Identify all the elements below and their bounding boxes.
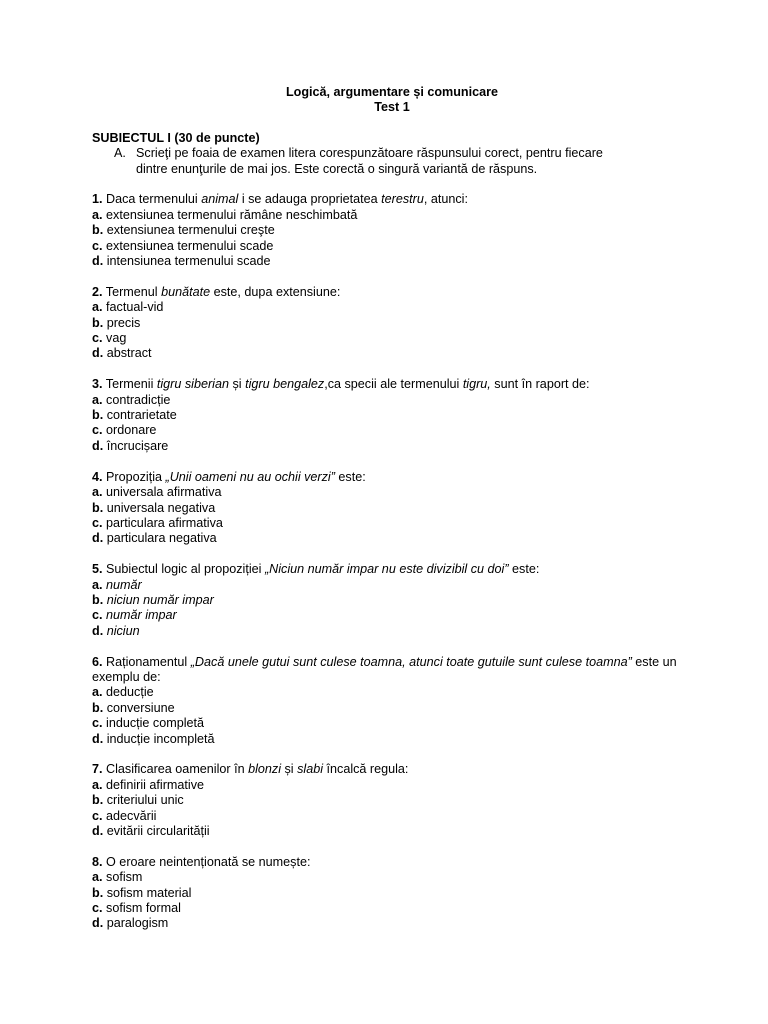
stem-text: Termenul xyxy=(102,284,162,299)
option-text: inducție completă xyxy=(106,716,205,731)
question-stem xyxy=(92,192,692,207)
document-subtitle: Test 1 xyxy=(374,100,410,115)
option-text: particulara negativa xyxy=(106,531,217,546)
option-text: extensiunea termenului scade xyxy=(106,238,274,253)
option-letter: c. xyxy=(92,515,103,530)
question-number: 3. xyxy=(92,377,103,392)
option-text: număr impar xyxy=(106,608,177,623)
option-letter: d. xyxy=(92,346,104,361)
option-text: ordonare xyxy=(106,423,157,438)
answer-option xyxy=(92,578,692,593)
answer-option xyxy=(92,485,692,500)
option-letter: c. xyxy=(92,901,103,915)
question-2 xyxy=(92,285,692,362)
answer-option xyxy=(92,223,692,238)
question-8 xyxy=(92,855,692,932)
option-text: încrucișare xyxy=(106,438,169,453)
answer-option xyxy=(92,300,692,315)
stem-text: Raționamentul xyxy=(102,654,191,669)
option-text: abstract xyxy=(106,346,152,361)
option-text: contrarietate xyxy=(106,408,177,423)
subject-heading: SUBIECTUL I (30 de puncte) xyxy=(92,130,260,145)
stem-text: și xyxy=(228,377,246,392)
option-letter: b. xyxy=(92,700,104,715)
question-number: 6. xyxy=(92,654,103,669)
answer-option xyxy=(92,254,692,269)
option-letter: d. xyxy=(92,438,104,453)
option-letter: c. xyxy=(92,238,103,253)
option-letter: c. xyxy=(92,331,103,346)
stem-italic-text: tigru, xyxy=(462,377,491,392)
stem-text: și xyxy=(281,762,298,777)
question-stem xyxy=(92,285,692,300)
answer-option xyxy=(92,916,692,931)
question-stem xyxy=(92,762,692,777)
option-text: număr xyxy=(106,577,142,592)
option-text: sofism material xyxy=(106,885,192,900)
option-letter: c. xyxy=(92,608,103,623)
option-text: extensiunea termenului creşte xyxy=(106,223,275,238)
option-letter: a. xyxy=(92,392,103,407)
option-letter: d. xyxy=(92,531,104,546)
stem-italic-text: „Unii oameni nu au ochii verzi” xyxy=(165,469,335,484)
option-letter: a. xyxy=(92,870,103,885)
question-3 xyxy=(92,377,692,454)
option-letter: c. xyxy=(92,808,103,823)
answer-option xyxy=(92,531,692,546)
answer-option xyxy=(92,501,692,516)
option-text: extensiunea termenului rămâne neschimbată xyxy=(106,207,358,222)
answer-option xyxy=(92,809,692,824)
option-text: niciun xyxy=(106,623,140,638)
answer-option xyxy=(92,393,692,408)
answer-option xyxy=(92,593,692,608)
stem-text: O eroare neintenționată se numește: xyxy=(102,854,311,869)
option-letter: d. xyxy=(92,916,104,931)
answer-option xyxy=(92,685,692,700)
option-text: universala negativa xyxy=(106,500,216,515)
question-stem xyxy=(92,470,692,485)
option-letter: b. xyxy=(92,500,104,515)
option-text: conversiune xyxy=(106,700,175,715)
option-letter: a. xyxy=(92,485,103,500)
answer-option xyxy=(92,778,692,793)
option-letter: c. xyxy=(92,423,103,438)
option-text: adecvării xyxy=(106,808,157,823)
option-letter: a. xyxy=(92,207,103,222)
option-letter: d. xyxy=(92,731,104,746)
instruction-marker: A. xyxy=(114,146,126,161)
stem-italic-text: terestru xyxy=(381,192,424,207)
answer-option xyxy=(92,824,692,839)
answer-option xyxy=(92,716,692,731)
instruction-line: Scrieţi pe foaia de examen litera corespunzătoare răspunsului corect, pentru fiecare xyxy=(136,146,603,161)
answer-option xyxy=(92,439,692,454)
option-text: sofism formal xyxy=(106,901,181,915)
question-stem xyxy=(92,377,692,392)
answer-option xyxy=(92,346,692,361)
stem-text: i se adauga proprietatea xyxy=(238,192,382,207)
option-text: sofism xyxy=(106,870,143,885)
question-4 xyxy=(92,470,692,547)
question-list xyxy=(92,192,692,931)
stem-text: Daca termenului xyxy=(102,192,202,207)
stem-text: Propoziția xyxy=(102,469,166,484)
option-letter: d. xyxy=(92,823,104,838)
stem-text: este, dupa extensiune: xyxy=(210,284,341,299)
option-text: inducție incompletă xyxy=(106,731,215,746)
question-stem xyxy=(92,655,692,686)
option-letter: d. xyxy=(92,623,104,638)
option-letter: d. xyxy=(92,254,104,269)
stem-italic-text: animal xyxy=(201,192,239,207)
answer-option xyxy=(92,239,692,254)
stem-italic-text: tigru bengalez xyxy=(245,377,325,392)
stem-text: , atunci: xyxy=(423,192,468,207)
instructions xyxy=(92,146,692,177)
stem-text: Termenii xyxy=(102,377,157,392)
option-text: intensiunea termenului scade xyxy=(106,254,271,269)
option-letter: a. xyxy=(92,577,103,592)
answer-option xyxy=(92,701,692,716)
option-letter: b. xyxy=(92,408,104,423)
option-letter: a. xyxy=(92,300,103,315)
option-letter: b. xyxy=(92,223,104,238)
question-6 xyxy=(92,655,692,747)
option-text: universala afirmativa xyxy=(106,485,222,500)
option-text: criteriului unic xyxy=(106,793,184,808)
stem-text: sunt în raport de: xyxy=(490,377,590,392)
option-text: particulara afirmativa xyxy=(106,515,223,530)
question-number: 5. xyxy=(92,562,103,577)
stem-italic-text: slabi xyxy=(297,762,324,777)
stem-italic-text: blonzi xyxy=(248,762,282,777)
answer-option xyxy=(92,608,692,623)
stem-text: Clasificarea oamenilor în xyxy=(102,762,249,777)
answer-option xyxy=(92,624,692,639)
option-letter: b. xyxy=(92,315,104,330)
option-text: factual-vid xyxy=(106,300,164,315)
question-stem xyxy=(92,562,692,577)
answer-option xyxy=(92,331,692,346)
answer-option xyxy=(92,408,692,423)
stem-italic-text: bunătate xyxy=(161,284,211,299)
option-letter: a. xyxy=(92,777,103,792)
answer-option xyxy=(92,208,692,223)
option-text: precis xyxy=(106,315,141,330)
answer-option xyxy=(92,886,692,901)
option-letter: a. xyxy=(92,685,103,700)
option-letter: c. xyxy=(92,716,103,731)
question-number: 7. xyxy=(92,762,103,777)
question-number: 4. xyxy=(92,469,103,484)
stem-italic-text: tigru siberian xyxy=(156,377,229,392)
option-text: paralogism xyxy=(106,916,169,931)
option-text: definirii afirmative xyxy=(106,777,204,792)
answer-option xyxy=(92,870,692,885)
option-text: contradicție xyxy=(106,392,171,407)
question-number: 1. xyxy=(92,192,103,207)
question-5 xyxy=(92,562,692,639)
stem-italic-text: „Dacă unele gutui sunt culese toamna, atunci toate gutuile sunt culese toamna” xyxy=(190,654,632,669)
option-letter: b. xyxy=(92,793,104,808)
option-letter: b. xyxy=(92,592,104,607)
stem-italic-text: „Niciun număr impar nu este divizibil cu doi” xyxy=(264,562,509,577)
option-letter: b. xyxy=(92,885,104,900)
stem-text: este: xyxy=(334,469,366,484)
stem-text: este un exemplu de: xyxy=(92,654,677,684)
answer-option xyxy=(92,516,692,531)
question-number: 8. xyxy=(92,854,103,869)
document-title: Logică, argumentare și comunicare xyxy=(285,85,499,99)
exam-page xyxy=(92,85,692,932)
question-number: 2. xyxy=(92,284,103,299)
instruction-line: dintre enunţurile de mai jos. Este corectă o singură variantă de răspuns. xyxy=(136,161,538,176)
answer-option xyxy=(92,316,692,331)
question-stem xyxy=(92,855,692,870)
question-1 xyxy=(92,192,692,269)
option-text: niciun număr impar xyxy=(106,592,214,607)
stem-text: este: xyxy=(508,562,540,577)
stem-text: ,ca specii ale termenului xyxy=(324,377,463,392)
option-text: evitării circularității xyxy=(106,823,210,838)
answer-option xyxy=(92,423,692,438)
option-text: deducție xyxy=(106,685,154,700)
option-text: vag xyxy=(106,331,127,346)
answer-option xyxy=(92,793,692,808)
stem-text: încalcă regula: xyxy=(323,762,409,777)
question-7 xyxy=(92,762,692,839)
stem-text: Subiectul logic al propoziției xyxy=(102,562,265,577)
answer-option xyxy=(92,732,692,747)
answer-option xyxy=(92,901,692,916)
